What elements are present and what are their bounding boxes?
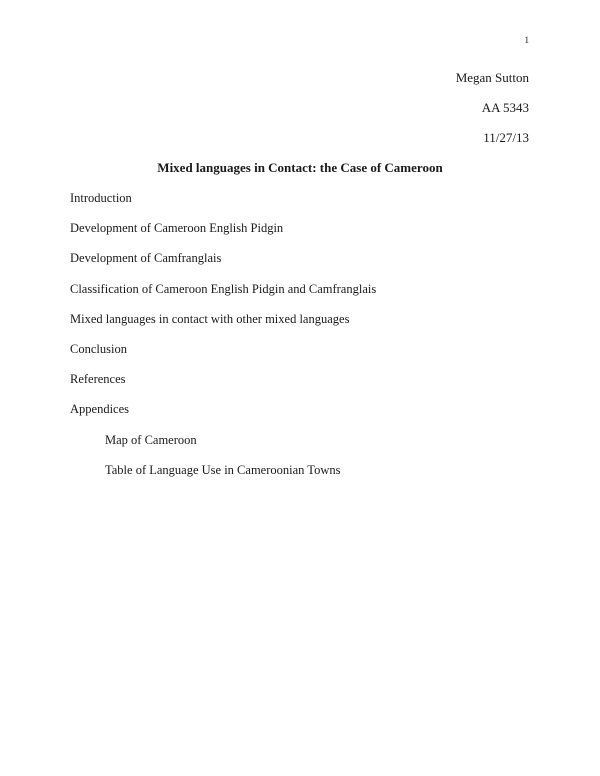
outline-subitem: Table of Language Use in Cameroonian Towns: [105, 462, 341, 477]
outline-item: Introduction: [70, 191, 132, 205]
course-code: AA 5343: [481, 100, 529, 115]
outline-item: Development of Cameroon English Pidgin: [70, 221, 284, 236]
outline-item: Appendices: [70, 402, 130, 417]
outline-item: Mixed languages in contact with other mixed languages: [70, 311, 350, 326]
outline-item: Development of Camfranglais: [70, 251, 222, 266]
outline-subitem: Map of Cameroon: [105, 432, 197, 447]
outline-item: Conclusion: [70, 341, 127, 356]
page-number: 1: [524, 35, 529, 45]
document-date: 11/27/13: [483, 130, 529, 145]
outline-item: Classification of Cameroon English Pidgin and Camfranglais: [70, 281, 377, 296]
document-title: Mixed languages in Contact: the Case of Cameroon: [157, 160, 443, 175]
outline-list: [70, 190, 540, 492]
author-name: Megan Sutton: [455, 70, 529, 85]
outline-item: References: [70, 372, 126, 387]
